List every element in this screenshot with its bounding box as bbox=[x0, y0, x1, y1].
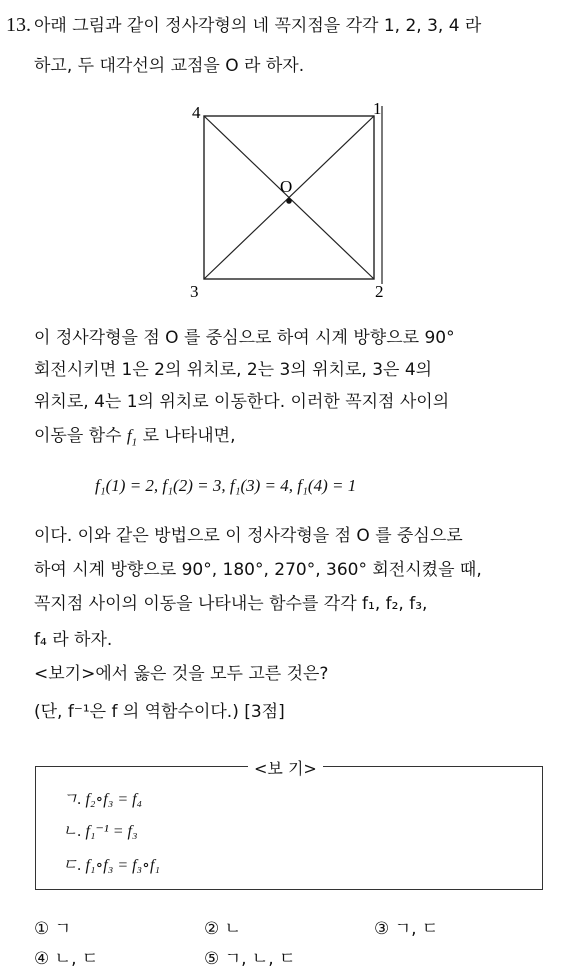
label-vertex-3: 3 bbox=[190, 282, 199, 301]
body-p2-line-1: 이다. 이와 같은 방법으로 이 정사각형을 점 O 를 중심으로 bbox=[34, 526, 463, 546]
body-p2-line-4: f₄ 라 하자. bbox=[34, 630, 113, 650]
label-center-o: O bbox=[280, 177, 293, 196]
p1-line4-prefix: 이동을 함수 bbox=[34, 426, 122, 446]
bogi-title: <보 기> bbox=[248, 756, 323, 779]
question-intro-line-1: 아래 그림과 같이 정사각형의 네 꼭지점을 각각 1, 2, 3, 4 라 bbox=[34, 16, 482, 36]
question-intro-line-2: 하고, 두 대각선의 교점을 O 라 하자. bbox=[34, 56, 305, 76]
body-p2-line-6: (단, f⁻¹은 f 의 역함수이다.) [3점] bbox=[34, 702, 285, 722]
choice-4[interactable]: ④ ㄴ, ㄷ bbox=[34, 949, 99, 969]
body-p2-line-5: <보기>에서 옳은 것을 모두 고른 것은? bbox=[34, 664, 329, 684]
function-f1-sub: 1 bbox=[131, 436, 138, 449]
body-p1-line-1: 이 정사각형을 점 O 를 중심으로 하여 시계 방향으로 90° bbox=[34, 328, 455, 348]
choice-2[interactable]: ② ㄴ bbox=[204, 919, 242, 939]
question-number: 13. bbox=[6, 14, 31, 36]
label-vertex-4: 4 bbox=[192, 103, 201, 122]
function-f1 bbox=[126, 426, 138, 449]
square-diagram bbox=[180, 92, 400, 302]
body-p2-line-3: 꼭지점 사이의 이동을 나타내는 함수를 각각 f₁, f₂, f₃, bbox=[34, 594, 428, 614]
bogi-item-nieun: ㄴ. f₁⁻¹ = f₃ bbox=[62, 823, 138, 840]
center-point bbox=[286, 198, 292, 204]
choice-3[interactable]: ③ ㄱ, ㄷ bbox=[374, 919, 439, 939]
mapping-formula: f₁(1) = 2, f₁(2) = 3, f₁(3) = 4, f₁(4) = 1 bbox=[95, 476, 357, 495]
bogi-item-digeut: ㄷ. f₁∘f₃ = f₃∘f₁ bbox=[62, 857, 160, 874]
choice-1[interactable]: ① ㄱ bbox=[34, 919, 72, 939]
label-vertex-1: 1 bbox=[373, 99, 382, 118]
label-vertex-2: 2 bbox=[375, 282, 384, 301]
choice-5[interactable]: ⑤ ㄱ, ㄴ, ㄷ bbox=[204, 949, 296, 969]
body-p1-line-2: 회전시키면 1은 2의 위치로, 2는 3의 위치로, 3은 4의 bbox=[34, 360, 433, 380]
bogi-item-giyeok: ㄱ. f₂∘f₃ = f₄ bbox=[62, 791, 143, 808]
body-p1-line-3: 위치로, 4는 1의 위치로 이동한다. 이러한 꼭지점 사이의 bbox=[34, 392, 450, 412]
p1-line4-suffix: 로 나타내면, bbox=[142, 426, 236, 446]
body-p2-line-2: 하여 시계 방향으로 90°, 180°, 270°, 360° 회전시켰을 때, bbox=[34, 560, 482, 580]
function-f1-name: f bbox=[126, 426, 132, 445]
body-p1-line-4 bbox=[34, 424, 235, 454]
